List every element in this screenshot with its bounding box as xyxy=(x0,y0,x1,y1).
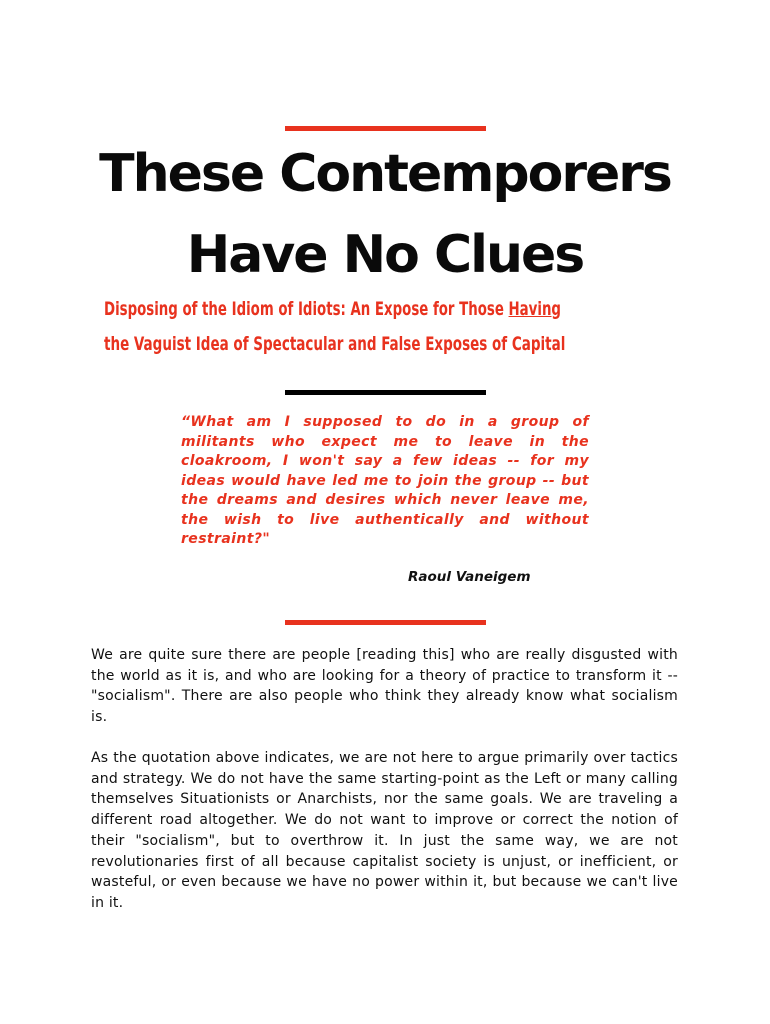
top-divider xyxy=(285,126,486,131)
subtitle-underlined-word: Having xyxy=(508,298,561,320)
body-paragraph-2: As the quotation above indicates, we are not here to argue primarily over tactics and strategy. We do not have the same starting-point as the Left or many calling themselves Situationists or Anarchists, nor the same goals. We are traveling a different road altogether. We do not want to improve or correct the notion of their "socialism", but to overthrow it. In just the same way, we are not revolutionaries first of all because capitalist society is unjust, or inefficient, or wasteful, or even because we have no power within it, but because we can't live in it. xyxy=(91,750,678,911)
subtitle-line-1-text: Disposing of the Idiom of Idiots: An Expose for Those xyxy=(104,298,509,320)
middle-divider xyxy=(285,390,486,395)
epigraph-author: Raoul Vaneigem xyxy=(408,569,531,585)
page-title-line-1: These Contemporers xyxy=(99,144,671,204)
body-paragraph-1: We are quite sure there are people [reading this] who are really disgusted with the world as it is, and who are looking for a theory of practice to transform it -- "socialism". There are also people who think they already know what socialism is. xyxy=(91,647,678,726)
page-title-line-2: Have No Clues xyxy=(186,225,584,285)
subtitle-line-2: the Vaguist Idea of Spectacular and False Exposes of Capital xyxy=(104,333,566,355)
subtitle-line-1 xyxy=(104,298,561,320)
bottom-divider xyxy=(285,620,486,625)
epigraph-quote: “What am I supposed to do in a group of militants who expect me to leave in the cloakroom, I won't say a few ideas -- for my ideas would have led me to join the group -- but the dreams and desires which never leave me, the wish to live authentically and without restraint?" xyxy=(181,414,589,547)
